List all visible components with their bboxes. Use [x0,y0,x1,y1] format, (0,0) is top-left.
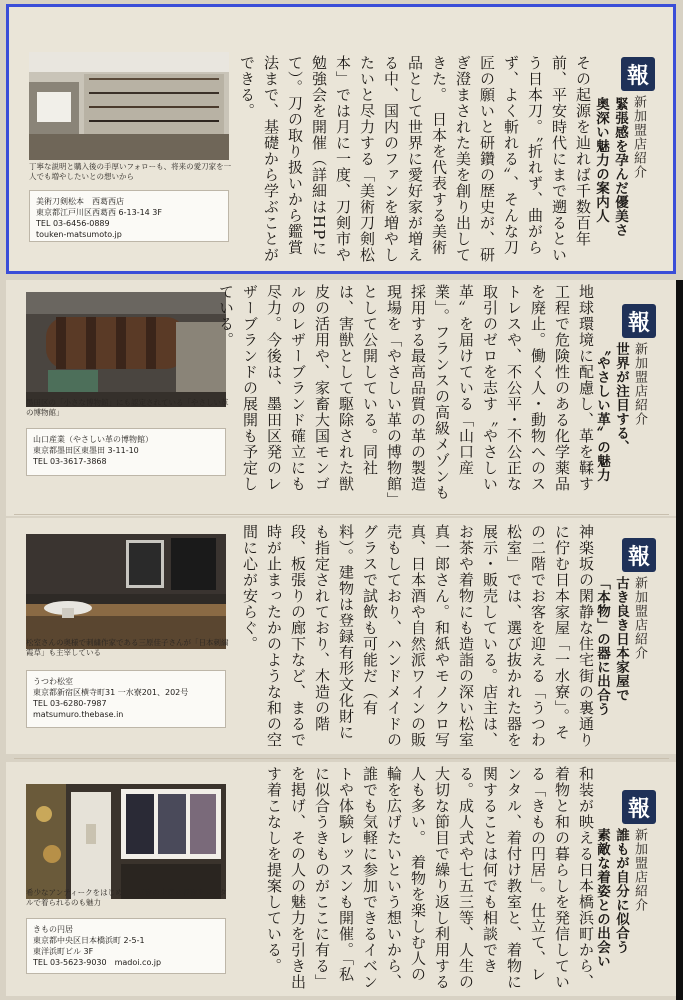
photo-caption: 希少なアンティークをはじめ、一点物の上質な着物をレンタルで着られるのも魅力 [26,888,227,907]
article-title-line1: 世界が注目する、 [613,342,629,454]
shop-phone: TEL 03-6456-0889 [36,219,110,228]
sword-display-image [29,52,229,160]
article-title-line2: 奥深い魅力の案内人 [593,97,609,223]
article-photo-sword-display [29,52,229,160]
article-photo-leather-factory [26,292,226,407]
shop-info-box [26,428,226,476]
shop-address: 東京都墨田区東墨田 3-11-10 [33,446,139,455]
article-photo-kimono [26,784,226,899]
article-sword-shop[interactable] [6,4,676,274]
new-member-label: 新加盟店紹介 [632,576,647,660]
shop-name: 山口産業（やさしい革の博物館） [33,435,153,444]
report-badge-icon: 報 [622,538,656,572]
report-badge-icon: 報 [622,790,656,824]
article-body: 神楽坂の閑静な住宅街の裏通りに佇む日本家屋「一水寮」。その二階でお客を迎える「うつわ松室」では、選び抜かれた器を展示・販売している。店主は、お茶や着物にも造詣の深い松室真一郎さん。和紙やモノクロ写真、日本酒や自然派ワインの販売もしており、ハンドメイドのグラスで試飲も可能だ（有料）。建物は登録有形文化財にも指定されており、木造の階段、板張りの廊下など、まるで時が止まったかのような和の空間に心が安らぐ。 [241,524,595,748]
shop-address: 東京都中央区日本橋浜町 2-5-1 [33,936,145,945]
shop-info-box [26,918,226,974]
article-title-line1: 古き良き日本家屋で [613,576,629,702]
article-title-line2: 「本物」の器に出合う [594,576,610,716]
article-body: その起源を辿れば千数百年前、平安時代にまで遡るという日本刀。〝折れず、曲がらず、よく斬れる〟、そんな刀匠の願いと研鑽の歴史が、研ぎ澄まされた美を創り出してきた。 日本を代表する美術品として世界に愛好家が増える中、国内のファンを増やしたいと尽力する「美術刀剣松本」では月に一度、刀剣市や勉強会を開催（詳細はHPにて）。刀の取り扱いから鑑賞法まで、基礎から学ぶことができる。 [238,55,592,263]
shop-name: 美術刀剣松本 西葛西店 [36,197,124,206]
article-title-line2: 〝やさしい革〟の魅力 [594,342,610,482]
shop-address: 東京都江戸川区西葛西 6-13-14 3F [36,208,162,217]
shop-phone-url[interactable]: TEL 03-5623-9030 madoi.co.jp [33,958,162,967]
photo-caption: 墨田区の「小さな博物館」にも認定されている「やさしい革の博物館」 [26,398,229,417]
photo-caption: 松室さんの奥様で刺繍作家である三原佳子さんが「日本刺繍 霞草」も主宰している [26,638,229,657]
report-badge-icon: 報 [622,304,656,338]
report-badge-icon: 報 [621,57,655,91]
article-kimono [6,762,676,996]
shop-building: 東洋浜町ビル 3F [33,947,94,956]
shop-name: うつわ松室 [33,677,73,686]
page-edge-band [676,280,683,1000]
photo-caption: 丁寧な説明と購入後の手厚いフォローも、将来の愛刀家を一人でも増やしたいとの想いから [29,162,232,181]
shop-address: 東京都新宿区横寺町31 一水寮201、202号 [33,688,189,697]
shop-url[interactable]: touken-matsumoto.jp [36,230,122,239]
leather-factory-image [26,292,226,407]
shop-phone: TEL 03-3617-3868 [33,457,107,466]
shop-phone: TEL 03-6280-7987 [33,699,107,708]
shop-url[interactable]: matsumuro.thebase.in [33,710,124,719]
shop-info-box [29,190,229,242]
new-member-label: 新加盟店紹介 [631,95,646,179]
article-leather [6,280,676,516]
article-pottery [6,518,676,754]
shop-name: きもの円居 [33,925,73,934]
new-member-label: 新加盟店紹介 [632,828,647,912]
article-body: 地球環境に配慮し、革を鞣す工程で危険性のある化学薬品を廃止。働く人・動物へのストレスや、不公平・不公正な取引のゼロを志す〝やさしい革〟を届けている「山口産業」。フランスの高級メゾンも採用する最高品質の革の製造現場を「やさしい革の博物館」として公開している。同社は、害獣として駆除された獣皮の活用や、家畜大国モンゴルのレザーブランド確立にも尽力。今後は、墨田区発のレザーブランドの展開も予定している。 [217,284,595,501]
new-member-label: 新加盟店紹介 [632,342,647,426]
section-divider [14,514,669,515]
article-title-line2: 素敵な着姿との出会い [594,828,610,968]
article-title-line1: 緊張感を孕んだ優美さ [612,97,628,237]
article-photo-pottery [26,534,226,649]
section-divider [14,758,669,759]
kimono-shop-image [26,784,226,899]
pottery-room-image [26,534,226,649]
article-body: 和装が映える日本橋浜町から、着物と和の暮らしを発信している「きもの円居」。仕立て、レンタル、着付け教室と、着物に関することは何でも相談できる。成人式や七五三等、人生の大切な節目で繰り返し利用する人も多い。 着物を楽しむ人の輪を広げたいという想いから、誰でも気軽に参加できるイベントや体験レッスンも開催。「私に似合うきものがここに有る」を掲げ、その人の魅力を引き出す着こなしを提案している。 [265,766,595,990]
article-title-line1: 誰もが自分に似合う [613,828,629,954]
shop-info-box [26,670,226,728]
